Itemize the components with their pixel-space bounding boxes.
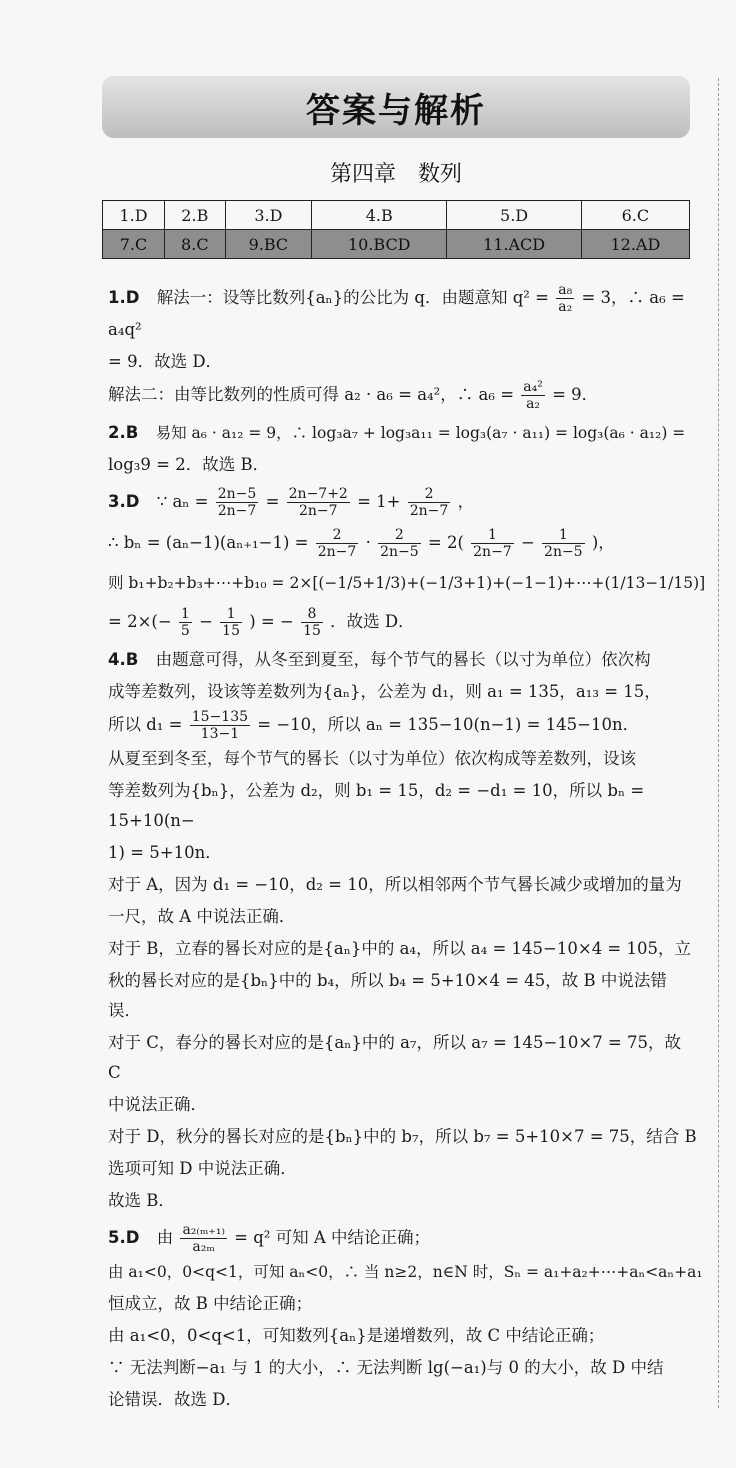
text: ， [457,492,475,511]
fraction [216,486,259,519]
solution-2 [108,418,698,480]
question-number: 2.B [108,423,139,442]
numerator: 2 [378,527,421,544]
denominator: a₂ [526,396,541,412]
answer-cell: 8.C [164,230,225,259]
answer-cell: 12.AD [581,230,689,259]
answer-cell: 7.C [103,230,165,259]
answer-cell: 3.D [225,201,311,230]
denominator: 2n−7 [473,544,512,560]
solution-line [108,486,698,519]
fraction [316,527,359,560]
text: = 3，∴ a₆ = a₄q² [108,288,685,339]
fraction [408,486,451,519]
answer-table [102,200,690,259]
answer-cell: 2.B [164,201,225,230]
numerator: a₄² [523,379,543,395]
text: = −10，所以 aₙ = 135−10(n−1) = 145−10n． [257,715,640,734]
denominator: 2n−5 [544,544,583,560]
denominator: 15 [303,623,321,639]
solution-line: 从夏至到冬至，每个节气的晷长（以寸为单位）依次构成等差数列，设该 [108,749,636,768]
solution-line: 故选 B． [108,1191,175,1210]
numerator: 1 [180,606,190,622]
numerator: a₂₍ₘ₊₁₎ [182,1222,225,1238]
fraction [556,282,574,315]
question-number: 1.D [108,288,140,307]
text: 解法二：由等比数列的性质可得 a₂ · a₆ = a₄²，∴ a₆ = [108,385,515,404]
text: = 9． [552,385,599,404]
solution-1 [108,282,698,412]
text: 由 [156,1228,174,1247]
text: ) = − [249,612,294,631]
text: · [365,533,371,552]
title-banner [102,76,690,138]
text: 所以 d₁ = [108,715,183,734]
solution-line: 中说法正确． [108,1095,207,1114]
solution-line [108,606,698,639]
solution-line: 选项可知 D 中说法正确． [108,1159,297,1178]
numerator: 8 [301,606,323,623]
solution-line: 秋的晷长对应的是{bₙ}中的 b₄，所以 b₄ = 5+10×4 = 45，故 B 中说法错误． [108,971,667,1020]
solution-line: 一尺，故 A 中说法正确． [108,907,296,926]
solution-line: 由 a₁<0，0<q<1，可知数列{aₙ}是递增数列，故 C 中结论正确； [108,1326,605,1345]
numerator: 2 [408,486,451,503]
text: ∵ aₙ = [156,492,209,511]
fraction [190,709,250,742]
numerator: 15−135 [191,709,249,725]
numerator: 2n−7+2 [288,486,348,502]
numerator: 1 [220,606,242,623]
solution-3 [108,486,706,639]
denominator: 2n−7 [317,544,357,560]
solution-line [108,418,698,448]
numerator: 2n−5 [217,486,257,502]
answer-cell: 5.D [447,201,581,230]
answer-cell: 10.BCD [312,230,447,259]
chapter-title: 第四章 数列 [329,162,462,187]
fraction [378,527,421,560]
solution-line [108,527,698,560]
text: 易知 a₆ · a₁₂ = 9，∴ log₃a₇ + log₃a₁₁ = log₃(a₇ · a₁₁) = log₃(a₆ · a₁₂) = [155,424,686,442]
denominator: 5 [180,623,190,639]
solution-line: 成等差数列，设该等差数列为{aₙ}，公差为 d₁，则 a₁ = 135，a₁₃ = 15， [108,682,661,701]
solution-line: log₃9 = 2．故选 B． [108,455,270,474]
solution-line [108,282,698,345]
text: )， [591,533,615,552]
text: 由题意可得，从冬至到夏至，每个节气的晷长（以寸为单位）依次构 [155,650,651,669]
denominator: 15 [222,623,240,639]
solution-line: = 9．故选 D． [108,352,223,371]
question-number: 4.B [108,650,139,669]
numerator: a₈ [558,282,573,298]
text: ．故选 D． [330,612,415,631]
answer-row [103,201,690,230]
denominator: 13−1 [200,726,240,742]
solution-line: 1) = 5+10n． [108,843,222,862]
answer-cell: 9.BC [225,230,311,259]
answer-cell: 4.B [312,201,447,230]
solutions [108,282,706,1421]
denominator: 2n−5 [380,544,419,560]
solution-line: 对于 C，春分的晷长对应的是{aₙ}中的 a₇，所以 a₇ = 145−10×7 = 75，故 C [108,1033,681,1082]
answer-cell: 11.ACD [447,230,581,259]
solution-line: 由 a₁<0，0<q<1，可知 aₙ<0，∴ 当 n≥2，n∈N 时，Sₙ = a₁+a₂+⋯+aₙ<aₙ+a₁ [108,1263,703,1281]
solution-line: 对于 D，秋分的晷长对应的是{bₙ}中的 b₇，所以 b₇ = 5+10×7 = 75，结合 B [108,1127,697,1146]
solution-line: 则 b₁+b₂+b₃+⋯+b₁₀ = 2×[(−1/5+1/3)+(−1/3+1)+(−1−1)+⋯+(1/13−1/15)] [108,574,706,592]
text: − [520,533,535,552]
answer-cell: 6.C [581,201,689,230]
fraction [179,606,192,639]
text: = 2( [427,533,464,552]
answer-row [103,230,690,259]
page-title: 答案与解析 [306,90,486,131]
fraction [471,527,514,560]
solution-line: 等差数列为{bₙ}，公差为 d₂，则 b₁ = 15，d₂ = −d₁ = 10，所以 bₙ = 15+10(n− [108,781,645,830]
fraction [521,379,545,412]
solution-line: 对于 B，立春的晷长对应的是{aₙ}中的 a₄，所以 a₄ = 145−10×4 = 105，立 [108,939,691,958]
denominator: 2n−7 [217,503,257,519]
text: ∴ bₙ = (aₙ−1)(aₙ₊₁−1) = [108,533,309,552]
question-number: 3.D [108,492,140,511]
solution-line: 恒成立，故 B 中结论正确； [108,1294,313,1313]
solution-line: 论错误．故选 D． [108,1390,242,1409]
fraction [287,486,350,519]
solution-line: ∵ 无法判断−a₁ 与 1 的大小，∴ 无法判断 lg(−a₁)与 0 的大小，故 D 中结 [108,1358,664,1377]
solution-line [108,645,698,675]
solution-line [108,1222,698,1255]
denominator: 2n−7 [298,503,338,519]
fraction [542,527,585,560]
question-number: 5.D [108,1228,140,1247]
fraction [180,1222,226,1255]
denominator: a₂ [558,299,573,315]
column-divider [718,78,719,1408]
numerator: 2 [316,527,359,544]
answer-cell: 1.D [103,201,165,230]
text: = q² 可知 A 中结论正确； [234,1228,431,1247]
denominator: a₂ₘ [192,1239,215,1255]
text: − [199,612,213,631]
solution-4 [108,645,698,1216]
solution-line: 对于 A，因为 d₁ = −10，d₂ = 10，所以相邻两个节气晷长减少或增加的量为 [108,875,682,894]
solution-line [108,379,698,412]
numerator: 1 [471,527,514,544]
numerator: 1 [542,527,585,544]
denominator: 2n−7 [409,503,449,519]
solution-line [108,709,698,742]
text: = [265,492,280,511]
text: = 2×(− [108,612,172,631]
text: = 1+ [357,492,401,511]
fraction [301,606,323,639]
text: 解法一：设等比数列{aₙ}的公比为 q．由题意知 q² = [156,288,549,307]
solution-5 [108,1222,703,1415]
fraction [220,606,242,639]
